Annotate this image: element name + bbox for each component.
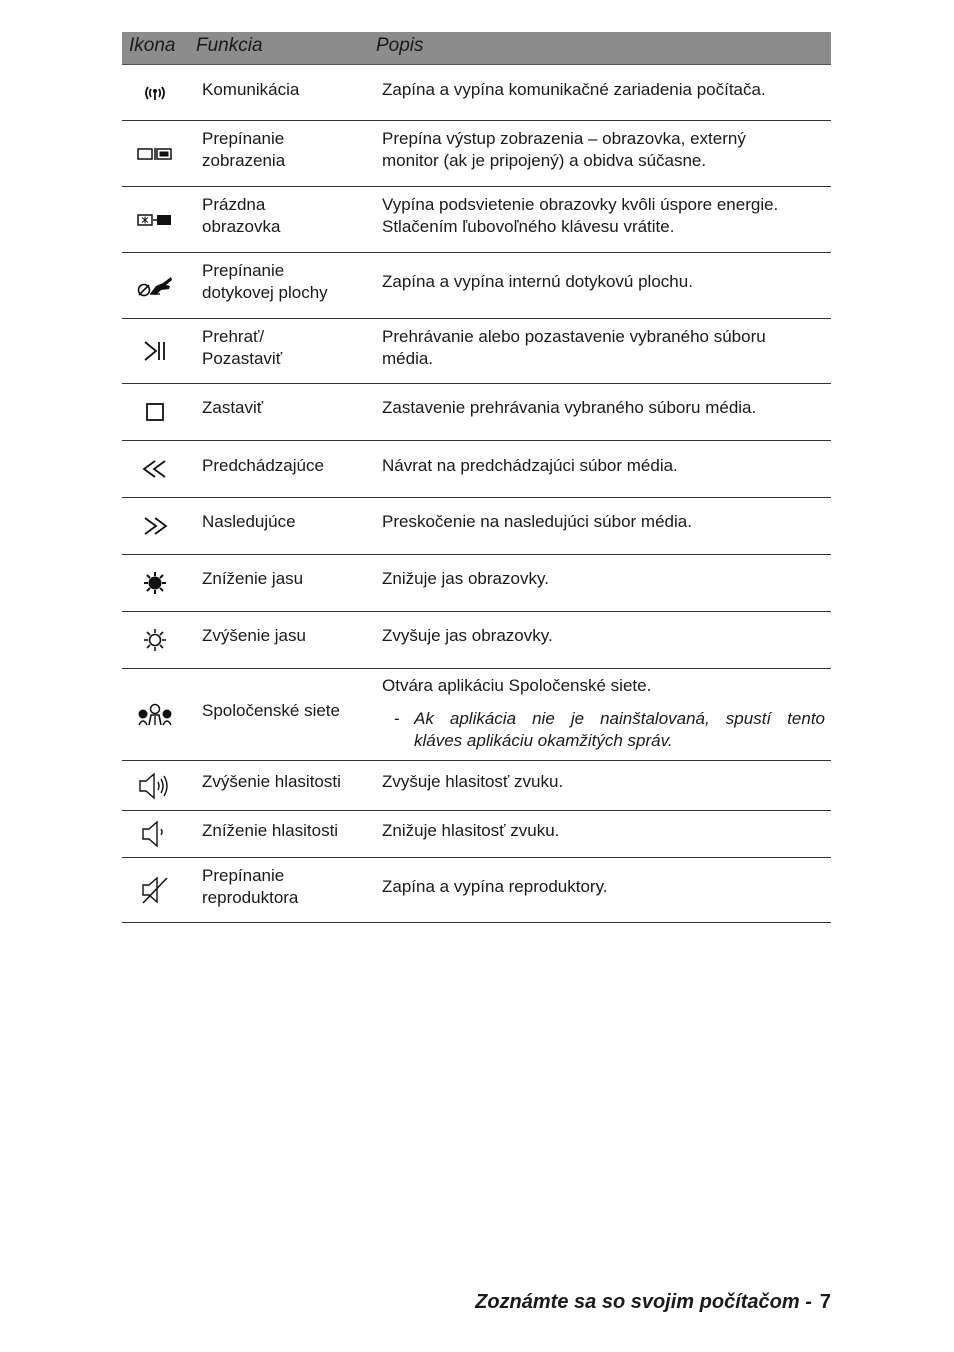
- volume-down-icon: [122, 811, 188, 857]
- note-text: Ak aplikácia nie je nainštalovaná, spustí tento: [414, 709, 825, 728]
- function-label: reproduktora: [202, 888, 299, 907]
- description-text: Stlačením ľubovoľného klávesu vrátite.: [382, 217, 675, 236]
- description-text: Znižuje hlasitosť zvuku.: [382, 821, 560, 840]
- table-row: [122, 811, 831, 858]
- table-header: [122, 32, 831, 65]
- screen-blank-icon: [122, 187, 188, 252]
- function-label: zobrazenia: [202, 151, 286, 170]
- table-row: [122, 384, 831, 441]
- function-label: Pozastaviť: [202, 349, 283, 368]
- table-row: [122, 253, 831, 319]
- function-label: Komunikácia: [202, 80, 300, 99]
- table-row: [122, 65, 831, 121]
- speaker-toggle-icon: [122, 858, 188, 922]
- function-label: Zníženie jasu: [202, 569, 304, 588]
- function-label: Prepínanie: [202, 129, 285, 148]
- touchpad-toggle-icon: [122, 253, 188, 318]
- description-text: Prehrávanie alebo pozastavenie vybraného súboru: [382, 327, 766, 346]
- function-label: Zastaviť: [202, 398, 264, 417]
- note-dash: -: [394, 709, 400, 728]
- wireless-communication-icon: [122, 65, 188, 120]
- display-toggle-icon: [122, 121, 188, 186]
- description-text: média.: [382, 349, 434, 368]
- table-row: [122, 319, 831, 384]
- header-icon: Ikona: [129, 35, 176, 56]
- header-description: Popis: [376, 35, 424, 56]
- brightness-down-icon: [122, 555, 188, 611]
- description-text: Prepína výstup zobrazenia – obrazovka, externý: [382, 129, 746, 148]
- description-text: Otvára aplikáciu Spoločenské siete.: [382, 676, 652, 695]
- table-row: [122, 441, 831, 498]
- function-label: Prepínanie: [202, 866, 285, 885]
- table-row: [122, 187, 831, 253]
- volume-up-icon: [122, 761, 188, 810]
- table-row: [122, 121, 831, 187]
- table-row: [122, 669, 831, 761]
- description-text: Vypína podsvietenie obrazovky kvôli úspore energie.: [382, 195, 779, 214]
- function-label: Prepínanie: [202, 261, 285, 280]
- footer-title: Zoznámte sa so svojim počítačom -: [475, 1291, 812, 1313]
- description-text: Zapína a vypína komunikačné zariadenia počítača.: [382, 80, 766, 99]
- description-text: monitor (ak je pripojený) a obidva súčasne.: [382, 151, 707, 170]
- function-label: Zvýšenie hlasitosti: [202, 772, 341, 791]
- hotkey-table: [122, 32, 831, 923]
- table-row: [122, 761, 831, 811]
- function-label: Prehrať/: [202, 327, 265, 346]
- brightness-up-icon: [122, 612, 188, 668]
- table-row: [122, 498, 831, 555]
- note-text: kláves aplikáciu okamžitých správ.: [414, 731, 673, 750]
- stop-icon: [122, 384, 188, 440]
- header-function: Funkcia: [196, 35, 263, 56]
- function-label: Zvýšenie jasu: [202, 626, 306, 645]
- description-text: Zapína a vypína reproduktory.: [382, 877, 608, 896]
- function-label: dotykovej plochy: [202, 283, 328, 302]
- function-label: Predchádzajúce: [202, 456, 324, 475]
- description-text: Zapína a vypína internú dotykovú plochu.: [382, 272, 693, 291]
- function-label: obrazovka: [202, 217, 281, 236]
- page-footer: [475, 1291, 831, 1314]
- note: [382, 708, 825, 752]
- function-label: Spoločenské siete: [202, 701, 340, 720]
- table-row: [122, 612, 831, 669]
- description-text: Návrat na predchádzajúci súbor média.: [382, 456, 678, 475]
- function-label: Nasledujúce: [202, 512, 296, 531]
- description-text: Znižuje jas obrazovky.: [382, 569, 549, 588]
- previous-icon: [122, 441, 188, 497]
- description-text: Zvyšuje hlasitosť zvuku.: [382, 772, 564, 791]
- next-icon: [122, 498, 188, 554]
- description-text: Preskočenie na nasledujúci súbor média.: [382, 512, 692, 531]
- description-text: Zvyšuje jas obrazovky.: [382, 626, 553, 645]
- social-networks-icon: [122, 669, 188, 760]
- table-row: [122, 858, 831, 923]
- function-label: Zníženie hlasitosti: [202, 821, 339, 840]
- play-pause-icon: [122, 319, 188, 383]
- description-text: Zastavenie prehrávania vybraného súboru média.: [382, 398, 757, 417]
- table-row: [122, 555, 831, 612]
- function-label: Prázdna: [202, 195, 266, 214]
- page-number: 7: [819, 1291, 831, 1313]
